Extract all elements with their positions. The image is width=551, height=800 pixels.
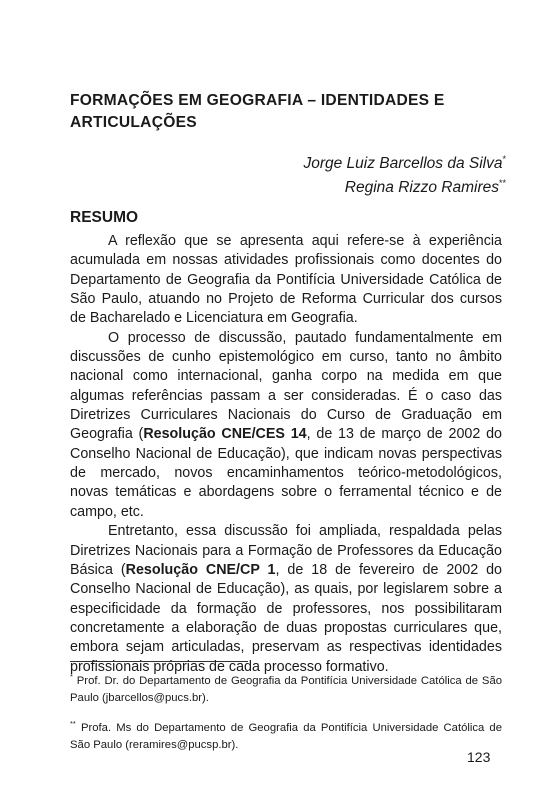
abstract-body [70,232,502,677]
footnote-1-mark: * [70,672,73,681]
footnote-2-mark: ** [70,718,76,728]
paragraph-3-text-a: Entretanto, essa discussão foi ampliada, respaldada pelas Diretrizes Nacionais para a Formação de Professores da Educação Básica ( [70,523,502,578]
paragraph-2-resolution: Resolução CNE/CES 14 [143,426,307,443]
paragraph-3-resolution: Resolução CNE/CP 1 [125,561,276,578]
author-1-name: Jorge Luiz Barcellos da Silva [303,155,503,173]
author-2-footnote-mark: ** [498,178,506,188]
page-number: 123 [467,749,491,765]
section-heading-resumo: RESUMO [70,209,139,226]
footnotes [70,668,502,762]
footnote-2-text: Profa. Ms do Departamento de Geografia da Pontifícia Universidade Católica de São Paulo (reramires@pucsp.br). [70,721,503,751]
footnote-2 [70,715,502,754]
paragraph-1: A reflexão que se apresenta aqui refere-se à experiência acumulada em nossas atividades profissionais como docentes do Departamento de Geografia da Pontifícia Universidade Católica de São Paulo, atuando no Projeto de Reforma Curricular dos cursos de Bacharelado e Licenciatura em Geografia. [70,233,502,327]
author-2-name: Regina Rizzo Ramires [344,179,499,197]
paragraph-3 [70,522,502,677]
footnote-1 [70,668,502,707]
paragraph-2-text-b: , de 13 de março de 2002 do Conselho Nacional de Educação), que indicam novas perspectivas de mercado, novos encaminhamentos teórico-metodológicos, novas temáticas e abordagens sobre o ferramental técnico e de campo, etc. [70,426,502,520]
paragraph-2-text-a: O processo de discussão, pautado fundamentalmente em discussões de cunho epistemológico em curso, tanto no âmbito nacional como internacional, ganha corpo na medida em que algumas referências passam a ser consideradas. É o caso das Diretrizes Curriculares Nacionais do Curso de Graduação em Geografia ( [70,329,502,443]
footnote-1-text: Prof. Dr. do Departamento de Geografia da Pontifícia Universidade Católica de São Paulo (jbarcellos@pucs.br). [70,674,503,704]
article-title: FORMAÇÕES EM GEOGRAFIA – IDENTIDADES E ARTICULAÇÕES [70,92,445,131]
author-2 [46,172,506,199]
author-1-footnote-mark: * [502,154,506,164]
paragraph-2 [70,329,502,522]
paragraph-3-text-b: , de 18 de fevereiro de 2002 do Conselho Nacional de Educação), as quais, por legislarem sobre a especificidade da formação de professores, nos possibilitaram concretamente a elaboração de duas propostas curriculares que, embora sejam articuladas, preservam as respectivas identidades profissionais próprias de cada processo formativo. [70,561,502,675]
footnote-divider [70,661,248,662]
